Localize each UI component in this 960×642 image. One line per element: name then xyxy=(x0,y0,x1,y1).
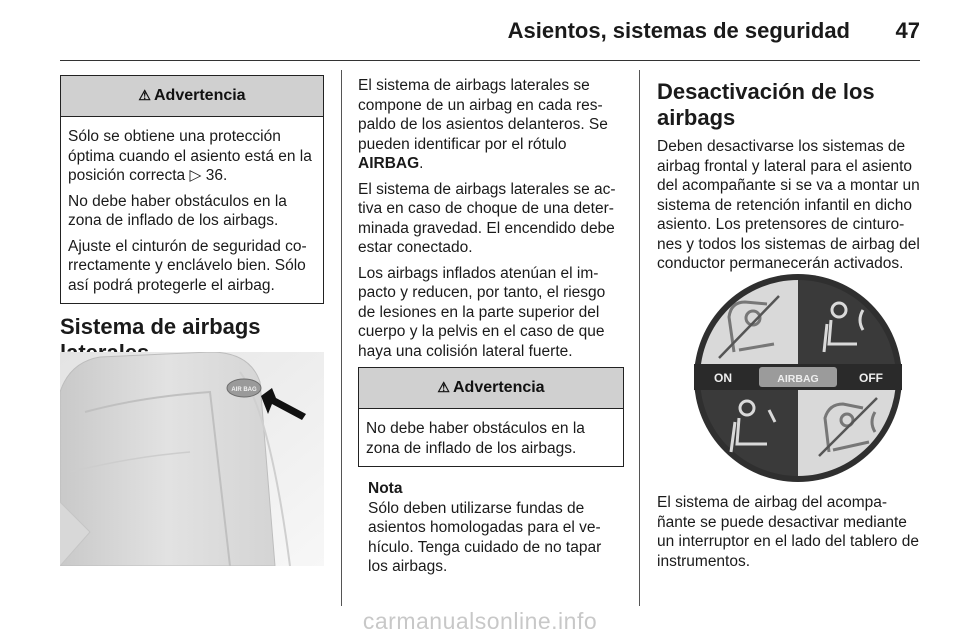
section-title-side-airbags: Sistema de airbags xyxy=(60,314,261,339)
warning-triangle-icon: ⚠ xyxy=(437,379,450,396)
warning-paragraph: No debe haber obstáculos en la zona de inflado de los airbags. xyxy=(366,420,585,457)
side-airbag-intro-text: El sistema de airbags laterales se compone de un airbag en cada res-paldo de los asientos delanteros. Se pueden identificar por el rótulo xyxy=(358,77,608,153)
page-number: 47 xyxy=(895,18,920,43)
warning-triangle-icon: ⚠ xyxy=(138,87,151,104)
switch-off-label: OFF xyxy=(859,371,883,385)
column-3 xyxy=(657,79,921,280)
switch-airbag-label: AIRBAG xyxy=(777,373,819,385)
warning-box-2 xyxy=(358,367,624,467)
airbag-badge-label: AIR BAG xyxy=(231,387,257,393)
note-heading: Nota xyxy=(368,480,403,497)
warning-box xyxy=(60,75,324,304)
warning-label: Advertencia xyxy=(452,379,545,397)
warning-header xyxy=(61,76,323,117)
warning-label: Advertencia xyxy=(153,87,246,105)
column-divider-2 xyxy=(639,70,640,606)
column-2 xyxy=(358,76,624,577)
warning-body xyxy=(359,409,623,466)
page-title: Asientos, sistemas de seguridad xyxy=(507,18,850,43)
deactivation-switch-text: El sistema de airbag del acompa-ñante se puede desactivar mediante un interruptor en el lado del tablero de instrumentos. xyxy=(657,494,919,570)
side-airbag-effect: Los airbags inflados atenúan el im-pacto y reducen, por tanto, el riesgo de lesiones en la parte superior del cuerpo y la pelvis en el caso de que haya una colisión lateral fuerte. xyxy=(358,264,606,360)
side-airbag-intro-end: . xyxy=(419,155,424,172)
side-airbag-intro xyxy=(358,76,624,174)
seat-airbag-label-image xyxy=(60,352,324,566)
airbag-label-word: AIRBAG xyxy=(358,155,420,172)
side-airbag-activation: El sistema de airbags laterales se ac-tiva en caso de choque de una deter-minada gravedad. El encendido debe estar conectado. xyxy=(358,180,616,256)
warning-paragraph: No debe haber obstáculos en la zona de inflado de los airbags. xyxy=(68,192,287,229)
column-3-lower xyxy=(657,493,921,577)
note-block xyxy=(358,479,624,577)
note-text: Sólo deben utilizarse fundas de asientos homologadas para el ve-hículo. Tenga cuidado de no tapar los airbags. xyxy=(368,499,602,575)
airbag-on-off-switch-image xyxy=(679,272,917,484)
watermark: carmanualsonline.info xyxy=(362,608,598,634)
deactivation-intro: Deben desactivarse los sistemas de airbag frontal y lateral para el asiento del acompañante si se va a montar un sistema de retención infantil en dicho asiento. Los pretensores de cinturo-nes y todos los sistemas de airbag del conductor permanecerán activados. xyxy=(657,138,920,272)
column-divider-1 xyxy=(341,70,342,606)
switch-on-label: ON xyxy=(714,371,732,385)
column-1 xyxy=(60,75,324,366)
warning-paragraph: Sólo se obtiene una protección óptima cuando el asiento está en la posición correcta ▷ 36. xyxy=(68,128,312,184)
page-header xyxy=(60,14,920,61)
warning-paragraph: Ajuste el cinturón de seguridad co-rrectamente y enclávelo bien. Sólo así podrá protegerle el airbag. xyxy=(68,237,307,294)
section-title-deactivation: Desactivación de los airbags xyxy=(657,79,875,130)
warning-header xyxy=(359,368,623,409)
warning-body xyxy=(61,117,323,303)
